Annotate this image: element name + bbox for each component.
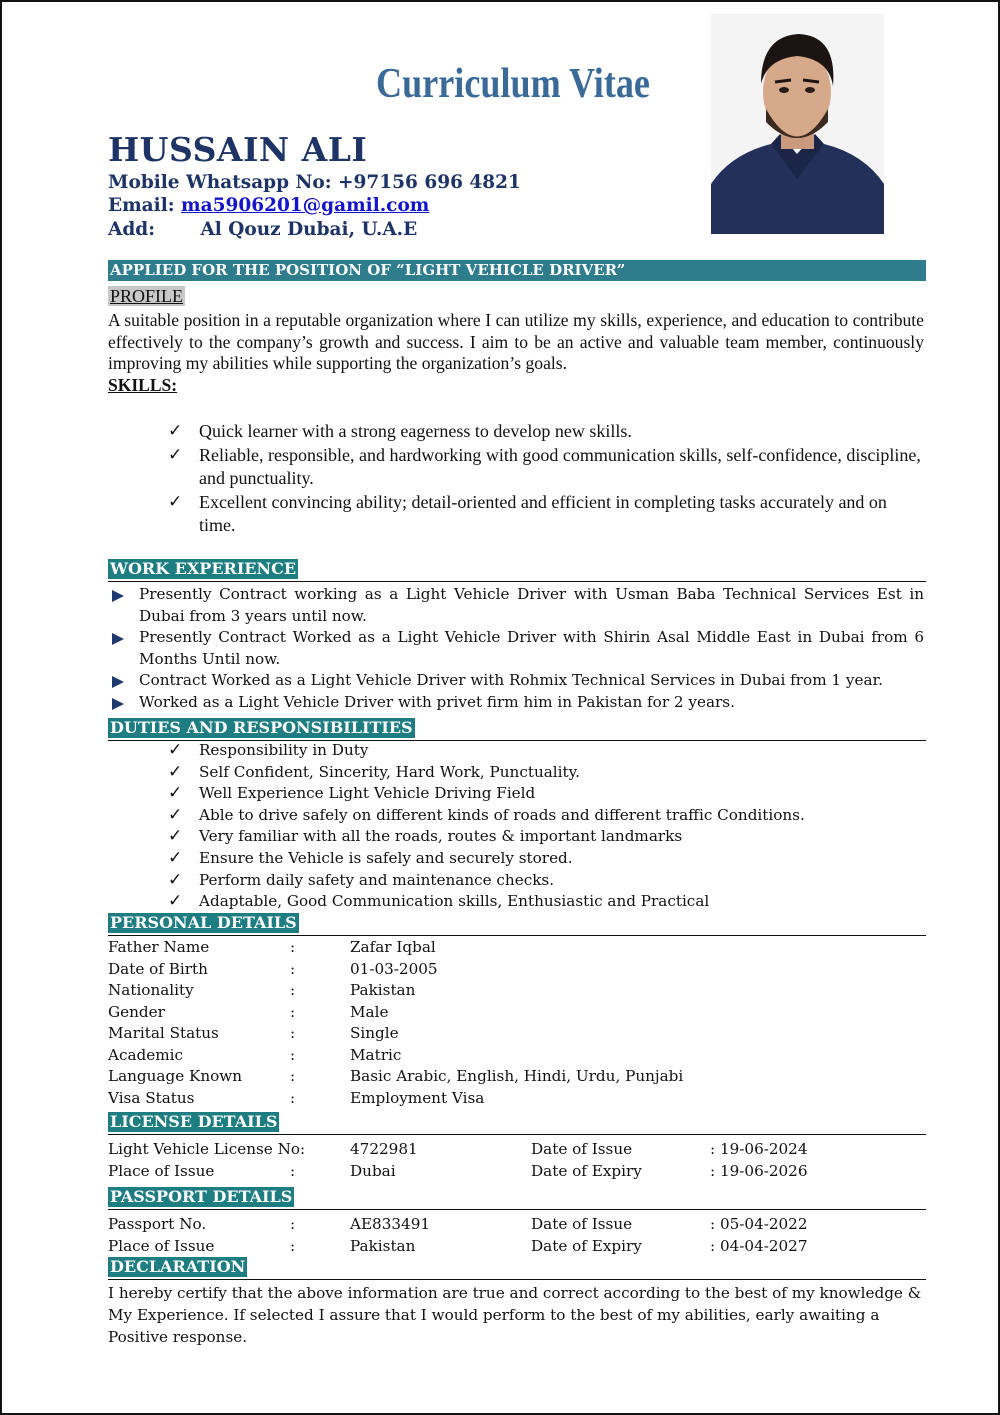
cv-title: Curriculum Vitae [376, 61, 650, 107]
passport-row: Passport No. : AE833491 Date of Issue : 05-04-2022 [108, 1215, 808, 1233]
personal-row: Academic : Matric [108, 1046, 402, 1064]
license-details-heading: LICENSE DETAILS [108, 1112, 926, 1135]
check-icon: ✓ [168, 891, 183, 912]
profile-heading: PROFILE [110, 286, 184, 306]
contact-address [108, 219, 417, 240]
triangle-bullet-icon [112, 698, 124, 710]
list-item: ✓ Able to drive safely on different kinds of roads and different traffic Conditions. [168, 804, 805, 825]
duties-list [168, 740, 924, 913]
personal-row: Language Known : Basic Arabic, English, Hindi, Urdu, Punjabi [108, 1067, 684, 1085]
personal-row: Father Name : Zafar Iqbal [108, 938, 436, 956]
mobile-number: +97156 696 4821 [338, 172, 521, 193]
list-item: Worked as a Light Vehicle Driver with privet firm him in Pakistan for 2 years. [108, 692, 924, 714]
personal-row: Visa Status : Employment Visa [108, 1089, 485, 1107]
personal-row: Nationality : Pakistan [108, 981, 416, 999]
contact-mobile [108, 172, 521, 193]
contact-email [108, 195, 429, 216]
check-icon: ✓ [168, 847, 183, 868]
declaration-heading: DECLARATION [108, 1257, 926, 1280]
email-link[interactable]: ma5906201@gamil.com [181, 195, 430, 216]
check-icon: ✓ [168, 491, 183, 512]
passport-row: Place of Issue : Pakistan Date of Expiry : 04-04-2027 [108, 1237, 808, 1255]
list-item: Presently Contract Worked as a Light Vehicle Driver with Shirin Asal Middle East in Dubai from 6 Months Until now. [108, 627, 924, 670]
check-icon: ✓ [168, 869, 183, 890]
duties-heading: DUTIES AND RESPONSIBILITIES [108, 718, 926, 741]
email-label: Email: [108, 195, 175, 216]
personal-details-heading: PERSONAL DETAILS [108, 913, 926, 936]
personal-row: Gender : Male [108, 1003, 389, 1021]
candidate-name: HUSSAIN ALI [108, 130, 368, 169]
list-item: ✓ Excellent convincing ability; detail-oriented and efficient in completing tasks accurately and on time. [168, 491, 887, 535]
list-item: ✓ Well Experience Light Vehicle Driving Field [168, 783, 536, 804]
list-item: Presently Contract working as a Light Vehicle Driver with Usman Baba Technical Services Est in Dubai from 3 years until now. [108, 584, 924, 627]
list-item: ✓ Ensure the Vehicle is safely and securely stored. [168, 847, 573, 868]
check-icon: ✓ [168, 444, 183, 465]
applied-position-banner: APPLIED FOR THE POSITION OF “LIGHT VEHICLE DRIVER” [108, 260, 926, 281]
personal-row: Marital Status : Single [108, 1024, 399, 1042]
check-icon: ✓ [168, 804, 183, 825]
declaration-text: I hereby certify that the above information are true and correct according to the best of my knowledge & My Experience. If selected I assure that I would perform to the best of my abilities, early awaiting a Positive response. [108, 1284, 922, 1346]
profile-text: A suitable position in a reputable organization where I can utilize my skills, experience, and education to contribute effectively to the company’s growth and success. I aim to be an active and valuable team member, continuously improving my abilities while supporting the organization’s goals. [108, 310, 924, 373]
list-item: ✓ Very familiar with all the roads, routes & important landmarks [168, 826, 683, 847]
list-item: ✓ Perform daily safety and maintenance checks. [168, 869, 555, 890]
skills-heading: SKILLS: [108, 375, 178, 395]
personal-row: Date of Birth : 01-03-2005 [108, 960, 438, 978]
address-label: Add: [108, 219, 156, 240]
list-item: ✓ Adaptable, Good Communication skills, Enthusiastic and Practical [168, 891, 710, 912]
address-value: Al Qouz Dubai, U.A.E [200, 219, 418, 240]
check-icon: ✓ [168, 740, 183, 760]
list-item: ✓ Self Confident, Sincerity, Hard Work, Punctuality. [168, 761, 580, 782]
triangle-bullet-icon [112, 633, 124, 645]
triangle-bullet-icon [112, 676, 124, 688]
work-experience-list [108, 584, 924, 714]
check-icon: ✓ [168, 761, 183, 782]
check-icon: ✓ [168, 783, 183, 804]
triangle-bullet-icon [112, 590, 124, 602]
list-item: ✓ Reliable, responsible, and hardworking with good communication skills, self-confidence, discipline, and punctuality. [168, 444, 921, 488]
check-icon: ✓ [168, 421, 183, 441]
mobile-label: Mobile Whatsapp No: [108, 172, 332, 193]
profile-photo [711, 14, 884, 234]
check-icon: ✓ [168, 826, 183, 847]
license-row: Place of Issue : Dubai Date of Expiry : 19-06-2026 [108, 1162, 808, 1180]
list-item: Contract Worked as a Light Vehicle Driver with Rohmix Technical Services in Dubai from 1 year. [108, 670, 924, 692]
passport-details-heading: PASSPORT DETAILS [108, 1187, 926, 1210]
work-experience-heading: WORK EXPERIENCE [108, 559, 926, 582]
skills-list [168, 420, 924, 538]
list-item: ✓ Responsibility in Duty [168, 740, 369, 760]
license-row: Light Vehicle License No: 4722981 Date of Issue : 19-06-2024 [108, 1140, 808, 1158]
list-item: ✓ Quick learner with a strong eagerness to develop new skills. [168, 420, 924, 444]
